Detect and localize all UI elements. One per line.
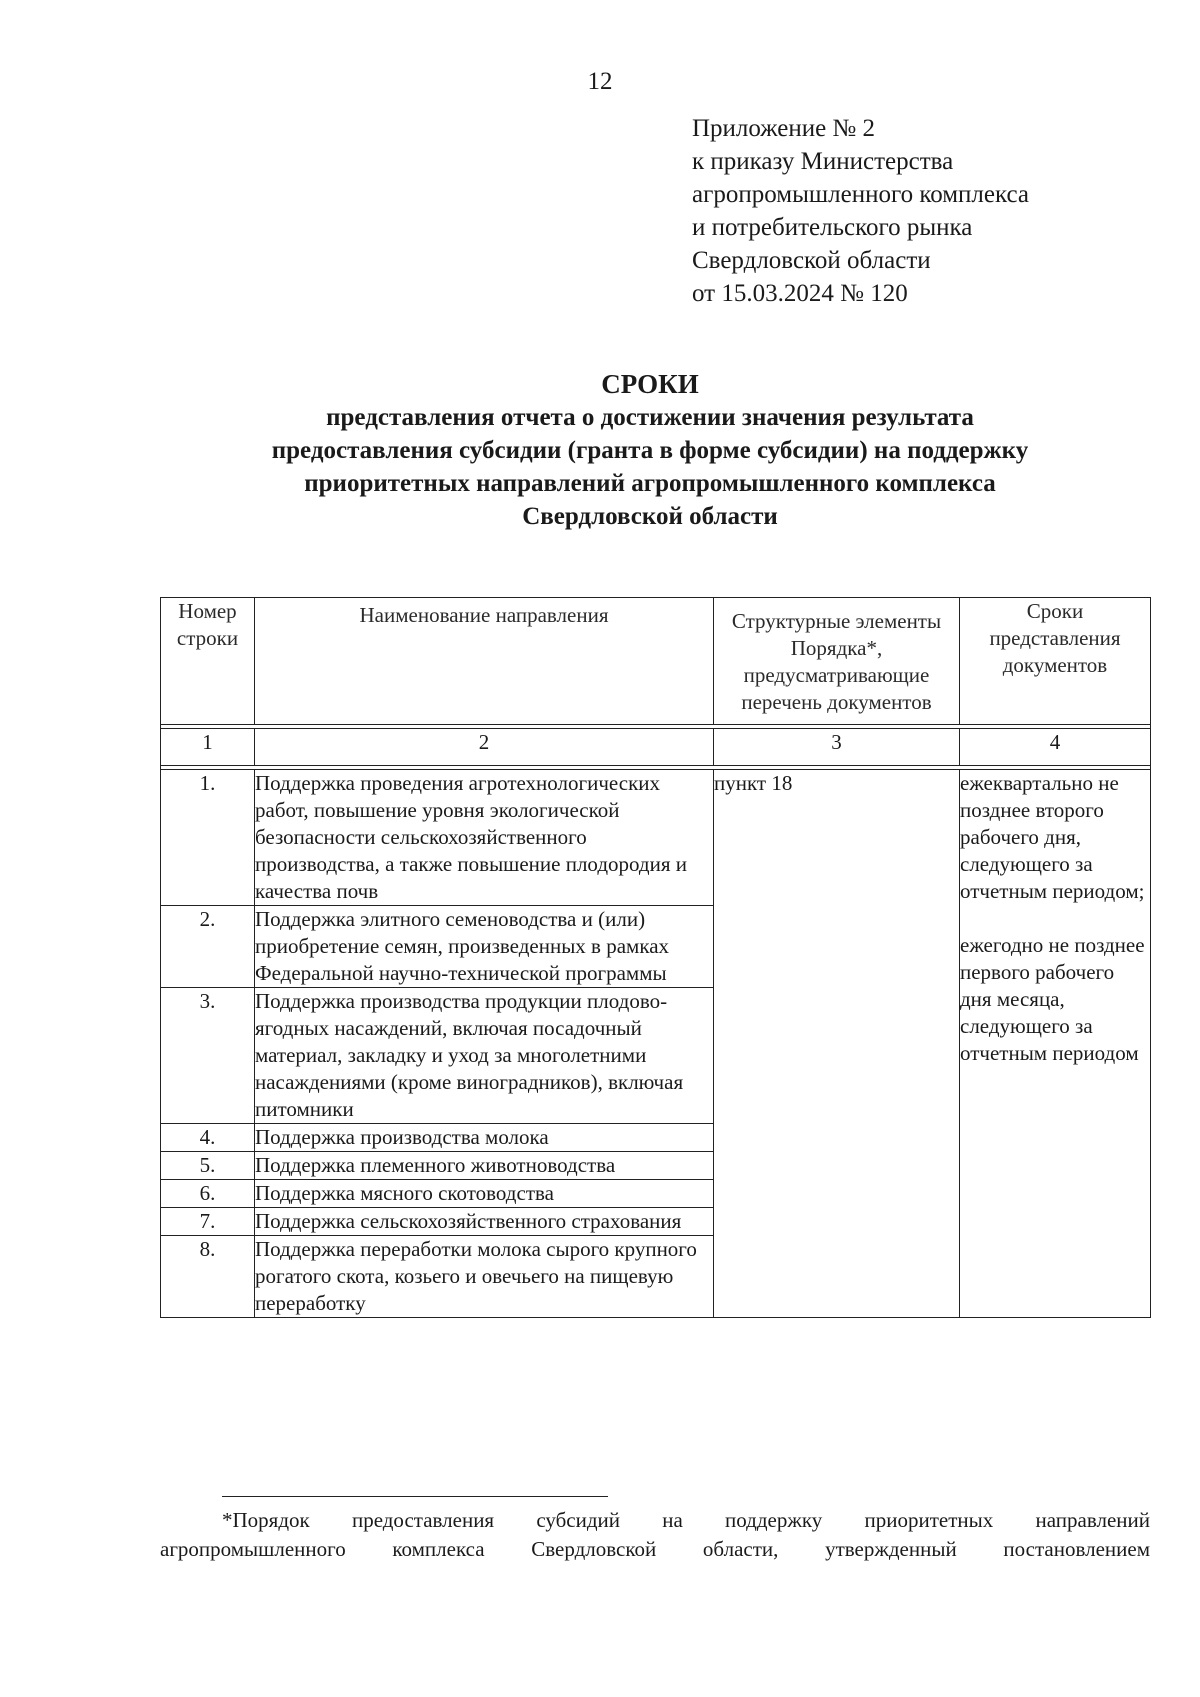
row-direction: Поддержка сельскохозяйственного страхования [255, 1208, 714, 1236]
table-header-row [161, 598, 1151, 725]
column-number: 4 [960, 729, 1151, 766]
row-number: 3. [161, 988, 255, 1124]
deadline-cell [960, 770, 1151, 1318]
appendix-line: и потребительского рынка [692, 214, 973, 241]
deadline-annual: ежегодно не позднее первого рабочего дня месяца, следующего за отчетным периодом [960, 933, 1145, 1065]
deadlines-table [160, 597, 1151, 1318]
title-main: СРОКИ [601, 369, 699, 399]
row-direction: Поддержка племенного животноводства [255, 1152, 714, 1180]
column-number: 1 [161, 729, 255, 766]
column-number: 2 [255, 729, 714, 766]
footnote-divider [222, 1496, 608, 1497]
footnote [160, 1506, 1150, 1564]
title-subtitle-line: представления отчета о достижении значения результата [326, 404, 974, 431]
row-direction: Поддержка мясного скотоводства [255, 1180, 714, 1208]
page-number: 12 [587, 68, 613, 95]
header-name: Наименование направления [255, 598, 714, 725]
column-number: 3 [714, 729, 960, 766]
row-direction: Поддержка производства продукции плодово-ягодных насаждений, включая посадочный материал, закладку и уход за многолетними насаждениями (кроме виноградников), включая питомники [255, 988, 714, 1124]
row-number: 7. [161, 1208, 255, 1236]
footnote-line: агропромышленного комплекса Свердловской области, утвержденный постановлением [160, 1537, 1150, 1561]
appendix-line: агропромышленного комплекса [692, 181, 1030, 208]
appendix-line: от 15.03.2024 № 120 [692, 280, 908, 307]
appendix-line: Приложение № 2 [692, 115, 876, 142]
header-deadline: Сроки представления документов [960, 598, 1151, 725]
row-number: 8. [161, 1236, 255, 1318]
title-subtitle [160, 401, 1140, 533]
title-subtitle-line: Свердловской области [522, 503, 778, 530]
footnote-line: *Порядок предоставления субсидий на поддержку приоритетных направлений [222, 1508, 1150, 1532]
table-row [161, 770, 1151, 906]
column-number-row [161, 729, 1151, 766]
deadline-quarterly: ежеквартально не позднее второго рабочего дня, следующего за отчетным периодом; [960, 771, 1145, 903]
appendix-line: к приказу Министерства [692, 148, 954, 175]
row-number: 5. [161, 1152, 255, 1180]
row-direction: Поддержка проведения агротехнологических работ, повышение уровня экологической безопасности сельскохозяйственного производства, а также повышение плодородия и качества почв [255, 770, 714, 906]
title-subtitle-line: предоставления субсидии (гранта в форме субсидии) на поддержку [271, 437, 1029, 464]
row-number: 4. [161, 1124, 255, 1152]
title-subtitle-line: приоритетных направлений агропромышленного комплекса [304, 470, 996, 497]
row-direction: Поддержка элитного семеноводства и (или) приобретение семян, произведенных в рамках Федеральной научно-технической программы [255, 906, 714, 988]
struct-element-cell: пункт 18 [714, 770, 960, 1318]
row-number: 1. [161, 770, 255, 906]
header-struct: Структурные элементы Порядка*, предусматривающие перечень документов [714, 598, 960, 725]
document-title [160, 367, 1140, 533]
row-number: 2. [161, 906, 255, 988]
row-direction: Поддержка переработки молока сырого крупного рогатого скота, козьего и овечьего на пищевую переработку [255, 1236, 714, 1318]
header-num: Номер строки [161, 598, 255, 725]
appendix-header [692, 112, 1029, 310]
row-direction: Поддержка производства молока [255, 1124, 714, 1152]
appendix-line: Свердловской области [692, 247, 931, 274]
row-number: 6. [161, 1180, 255, 1208]
